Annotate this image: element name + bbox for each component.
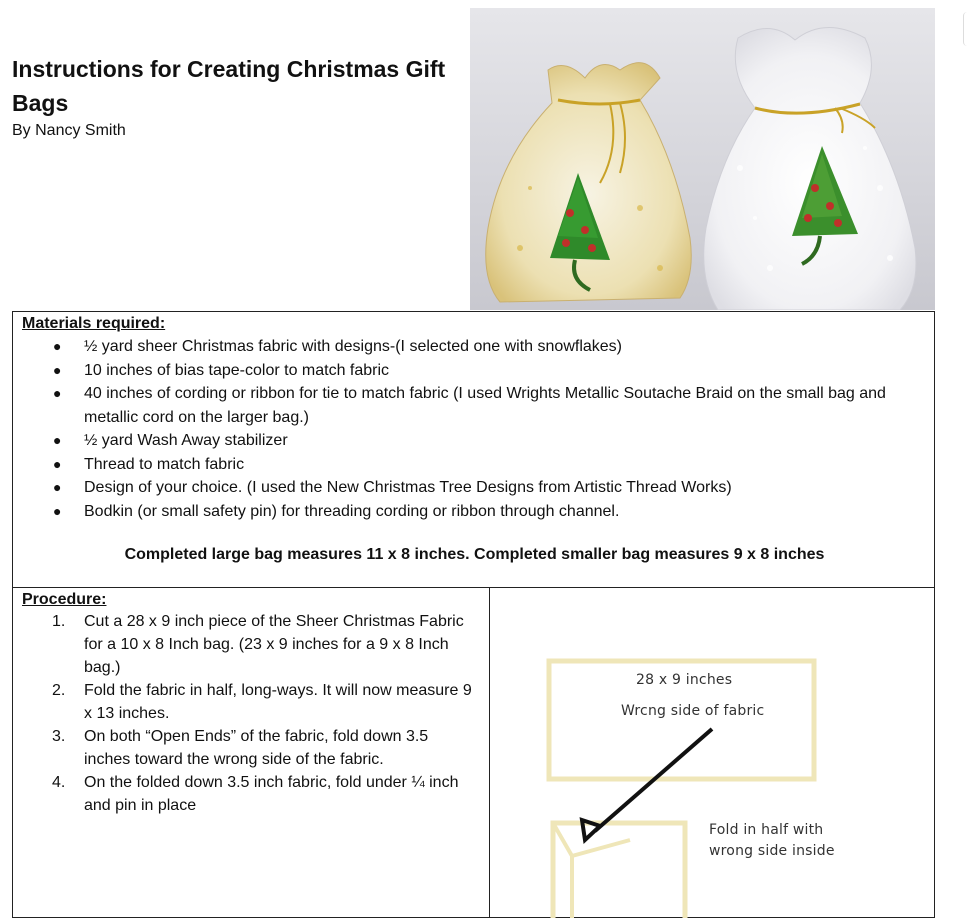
bullet-icon: ● <box>53 338 62 354</box>
size-label: 28 x 9 inches <box>636 672 733 688</box>
list-item: ● Design of your choice. (I used the New Christmas Tree Designs from Artistic Thread Works) <box>13 476 934 500</box>
arrow-head-icon <box>582 820 600 840</box>
materials-section <box>12 311 935 588</box>
bullet-icon: ● <box>53 361 62 378</box>
procedure-heading: Procedure: <box>22 591 107 608</box>
list-item: ● Bodkin (or small safety pin) for threading cording or ribbon through channel. <box>13 500 934 524</box>
materials-list <box>13 335 934 523</box>
list-item: ● ½ yard Wash Away stabilizer <box>13 429 934 453</box>
completed-size-summary: Completed large bag measures 11 x 8 inches. Completed smaller bag measures 9 x 8 inches <box>124 546 825 563</box>
list-item: ● Thread to match fabric <box>13 453 934 477</box>
bullet-icon: ● <box>53 385 62 401</box>
procedure-steps <box>13 610 489 817</box>
fold-diagram <box>490 588 936 918</box>
procedure-step: 4. On the folded down 3.5 inch fabric, fold under ¼ inch and pin in place <box>52 774 459 814</box>
fold-diagram-panel <box>489 588 935 918</box>
procedure-step: 1. Cut a 28 x 9 inch piece of the Sheer Christmas Fabric for a 10 x 8 Inch bag. (23 x 9 inches for a 9 x 8 Inch bag.) <box>52 613 464 676</box>
bullet-icon: ● <box>53 502 62 519</box>
procedure-section <box>12 588 490 918</box>
wrong-side-label: Wrcng side of fabric <box>621 703 765 719</box>
bullet-icon: ● <box>53 432 62 448</box>
list-item: ● 40 inches of cording or ribbon for tie to match fabric (I used Wrights Metallic Soutache Braid on the small bag and metallic cord on the larger bag.) <box>13 382 934 429</box>
bullet-icon: ● <box>53 455 62 472</box>
procedure-step: 3. On both “Open Ends” of the fabric, fold down 3.5 inches toward the wrong side of the fabric. <box>52 728 429 768</box>
author-byline: By Nancy Smith <box>12 122 126 139</box>
gift-bags-photo <box>470 8 935 310</box>
document-title: Instructions for Creating Christmas Gift Bags <box>12 56 446 116</box>
fold-label-line1: Fold in half with <box>709 822 824 838</box>
bullet-icon: ● <box>53 479 62 495</box>
list-item: ● ½ yard sheer Christmas fabric with designs-(I selected one with snowflakes) <box>13 335 934 359</box>
procedure-step: 2. Fold the fabric in half, long-ways. It will now measure 9 x 13 inches. <box>52 682 472 722</box>
materials-heading: Materials required: <box>22 315 166 332</box>
fold-label-line2: wrong side inside <box>709 843 835 859</box>
page-edge-mark <box>963 12 969 46</box>
list-item: ● 10 inches of bias tape-color to match fabric <box>13 359 934 383</box>
